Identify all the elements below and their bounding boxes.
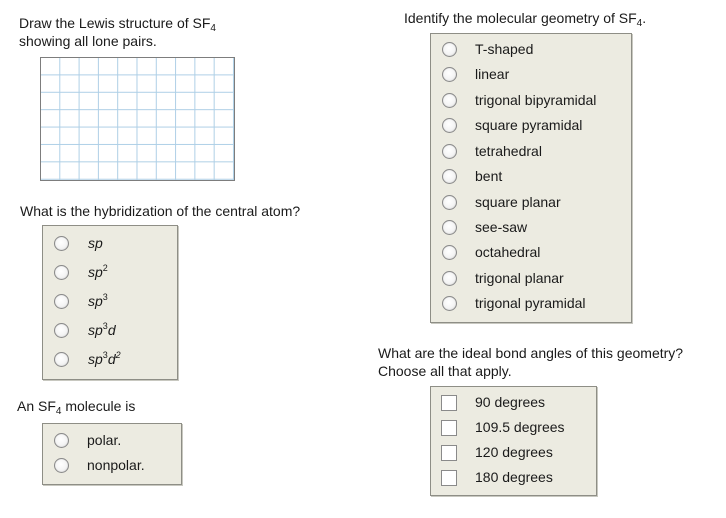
geometry-option-label: linear	[475, 66, 510, 82]
radio-button[interactable]	[442, 296, 457, 311]
checkbox[interactable]	[441, 395, 457, 411]
angle-option-label: 109.5 degrees	[475, 419, 565, 435]
lewis-question-line2: showing all lone pairs.	[19, 33, 157, 49]
geometry-option-label: square planar	[475, 194, 561, 210]
angle-option-label: 90 degrees	[475, 394, 546, 410]
radio-button[interactable]	[54, 236, 69, 251]
radio-button[interactable]	[442, 42, 457, 57]
geometry-option-label: trigonal pyramidal	[475, 295, 586, 311]
geometry-option-label: square pyramidal	[475, 117, 583, 133]
radio-button[interactable]	[442, 169, 457, 184]
geometry-option-label: bent	[475, 168, 503, 184]
angles-question-line1: What are the ideal bond angles of this geometry?	[378, 345, 684, 361]
angles-options-panel	[430, 386, 597, 496]
radio-button[interactable]	[54, 294, 69, 309]
checkbox[interactable]	[441, 445, 457, 461]
angles-question-line2: Choose all that apply.	[378, 363, 512, 379]
angles-question	[378, 344, 683, 380]
geometry-option-label: trigonal bipyramidal	[475, 92, 597, 108]
checkbox[interactable]	[441, 420, 457, 436]
hybridization-option-label: $sp^3d^2$	[88, 350, 121, 367]
radio-button[interactable]	[54, 265, 69, 280]
geometry-options-panel	[430, 33, 632, 323]
geometry-option-label: octahedral	[475, 244, 541, 260]
radio-button[interactable]	[54, 458, 69, 473]
geometry-option-label: trigonal planar	[475, 270, 564, 286]
hybridization-option-label: $sp^3$	[88, 292, 108, 309]
radio-button[interactable]	[442, 220, 457, 235]
angle-option-label: 180 degrees	[475, 469, 553, 485]
radio-button[interactable]	[442, 271, 457, 286]
hybridization-option-label: $sp^2$	[88, 263, 108, 280]
hybridization-options-panel	[42, 225, 178, 380]
geometry-option-label: tetrahedral	[475, 143, 542, 159]
radio-button[interactable]	[442, 245, 457, 260]
hybridization-option-label: $sp^3d$	[88, 321, 116, 338]
lewis-question-line1: Draw the Lewis structure of SF	[19, 15, 211, 31]
lewis-question-subscript: 4	[210, 23, 216, 34]
radio-button[interactable]	[54, 433, 69, 448]
lewis-drawing-grid[interactable]	[40, 57, 235, 181]
radio-button[interactable]	[442, 195, 457, 210]
polarity-option-label: polar.	[87, 432, 122, 448]
hybridization-option-label: sp	[88, 235, 103, 251]
radio-button[interactable]	[442, 118, 457, 133]
geometry-question: Identify the molecular geometry of $SF_4$.	[404, 10, 647, 29]
radio-button[interactable]	[54, 352, 69, 367]
angle-option-label: 120 degrees	[475, 444, 553, 460]
radio-button[interactable]	[442, 144, 457, 159]
polarity-option-label: nonpolar.	[87, 457, 145, 473]
lewis-question	[19, 14, 216, 50]
geometry-option-label: see-saw	[475, 219, 528, 235]
hybridization-question: What is the hybridization of the central atom?	[20, 203, 301, 219]
checkbox[interactable]	[441, 470, 457, 486]
radio-button[interactable]	[54, 323, 69, 338]
radio-button[interactable]	[442, 93, 457, 108]
polarity-options-panel	[42, 423, 182, 485]
radio-button[interactable]	[442, 67, 457, 82]
polarity-question: An $SF_4$ molecule is	[17, 398, 136, 417]
geometry-option-label: T-shaped	[475, 41, 534, 57]
